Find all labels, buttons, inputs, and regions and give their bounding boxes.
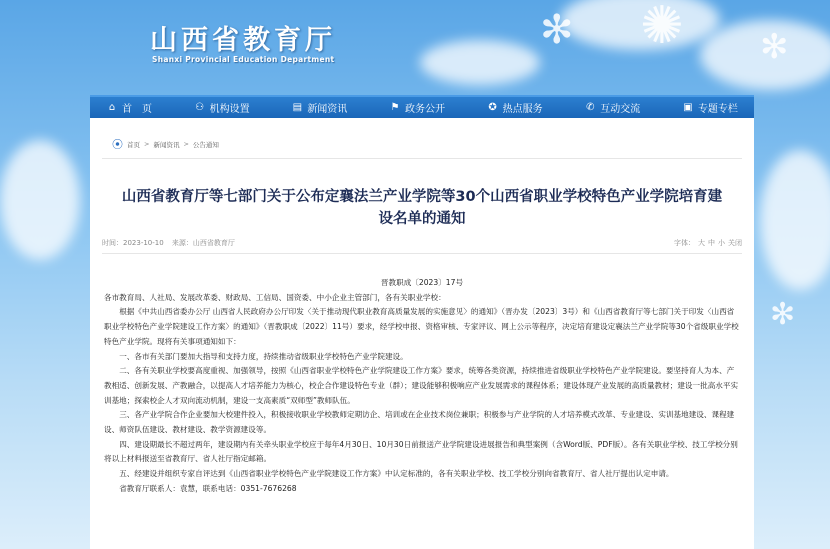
font-size-label: 字体：: [674, 239, 695, 247]
location-pin-icon: ⦿: [112, 138, 123, 151]
nav-item-0[interactable]: [106, 100, 152, 115]
home-icon: ⌂: [108, 102, 116, 113]
nav-item-label: 新闻资讯: [307, 104, 348, 115]
close-button[interactable]: 关闭: [728, 239, 742, 247]
nav-item-3[interactable]: [389, 100, 445, 115]
nav-item-label: 政务公开: [404, 104, 445, 115]
divider: [102, 253, 742, 254]
divider: [102, 158, 742, 159]
font-size-large-button[interactable]: 大: [698, 239, 705, 247]
article-meta: [102, 238, 742, 248]
chat-icon: ✆: [586, 102, 595, 113]
article-paragraph: 省教育厅联系人：袁慧，联系电话：0351-7676268: [119, 483, 297, 493]
article-paragraph: 四、建设期最长不超过两年，建设期内有关牵头职业学校应于每年4月30日、10月30日前报送产业学院建设进展报告和典型案例（含Word版、PDF版）。各有关职业学校、技工学校分别将以上材料报送至省教育厅、省人社厅指定邮箱。: [104, 439, 738, 464]
article-paragraph: 二、各有关职业学校要高度重视、加强领导，按照《山西省职业学校特色产业学院建设工作方案》要求，统筹各类资源，持续推进省级职业学校特色产业学院建设。要坚持育人为本、产教相适、创新发展、产教融合，以提高人才培养能力为核心，校企合作建设特色专业（群）；建设能够积极响应产业发展需求的课程体系；建设体现产业发展的高质量教材；建设一批高水平实训基地；探索校企人才双向流动机制，建设一支高素质“双师型”教师队伍。: [104, 366, 739, 405]
breadcrumb-separator: >: [183, 140, 189, 148]
nav-item-label: 首 页: [122, 104, 152, 115]
article-paragraph: 一、各市有关部门要加大指导和支持力度，持续推动省级职业学校特色产业学院建设。: [119, 351, 408, 361]
font-size-small-button[interactable]: 小: [718, 239, 725, 247]
cloud-decoration: [760, 150, 830, 290]
hotspot-icon: ✪: [488, 102, 497, 113]
nav-item-label: 热点服务: [502, 104, 543, 115]
breadcrumb-notices[interactable]: 公告通知: [192, 140, 219, 149]
nav-item-label: 互动交流: [600, 104, 641, 115]
nav-item-label: 专题专栏: [697, 104, 738, 115]
article-source: 来源：山西省教育厅: [171, 239, 235, 247]
nav-item-2[interactable]: [291, 100, 347, 115]
org-icon: ⚇: [195, 102, 205, 113]
dandelion-icon: ✺: [640, 0, 684, 56]
dandelion-icon: ✻: [760, 27, 789, 67]
breadcrumb-news[interactable]: 新闻资讯: [153, 140, 180, 149]
article-title-line: 山西省教育厅等七部门关于公布定襄法兰产业学院等30个山西省职业学校特色产业学院培育建: [121, 189, 723, 205]
nav-item-label: 机构设置: [209, 104, 250, 115]
flag-icon: ⚑: [390, 102, 400, 113]
article-paragraph: 三、各产业学院合作企业要加大校建件投入，积极接收职业学校教师定期访企、培训或在企业技术岗位兼职；积极参与产业学院的人才培养模式改革、专业建设、实训基地建设、课程建设、师资队伍建设、教材建设、教学资源建设等。: [104, 410, 735, 435]
header-banner: [0, 0, 830, 95]
dandelion-icon: ✻: [540, 7, 574, 53]
main-navigation: [90, 95, 754, 118]
article-title: [100, 186, 744, 230]
nav-item-1[interactable]: [194, 100, 250, 115]
nav-item-6[interactable]: [682, 100, 738, 115]
dandelion-icon: ✻: [770, 297, 796, 332]
breadcrumb: [112, 136, 219, 152]
nav-item-5[interactable]: [584, 100, 640, 115]
addressee: 各市教育局、人社局、发展改革委、财政局、工信局、国资委、中小企业主管部门，各有关职业学校：: [104, 292, 446, 302]
cloud-decoration: [0, 140, 80, 260]
article-paragraph: 五、经建设并组织专家自评达到《山西省职业学校特色产业学院建设工作方案》中认定标准的，各有关职业学校、技工学校分别向省教育厅、省人社厅提出认定申请。: [119, 469, 674, 479]
article-body: [104, 276, 740, 497]
font-size-medium-button[interactable]: 中: [708, 239, 715, 247]
article-title-line: 设名单的通知: [378, 211, 466, 227]
breadcrumb-separator: >: [144, 140, 150, 148]
article-paragraph: 根据《中共山西省委办公厅 山西省人民政府办公厅印发〈关于推动现代职业教育高质量发展的实施意见〉的通知》（晋办发〔2023〕3号）和《山西省教育厅等七部门关于印发〈山西省职业学校特色产业学院建设工作方案〉的通知》（晋教职成〔2022〕11号）要求，经学校申报、资格审核、专家评议、网上公示等程序，决定培育建设定襄法兰产业学院等30个省级职业学校特色产业学院。现将有关事项通知如下：: [104, 307, 739, 346]
document-number: 晋教职成〔2023〕17号: [380, 278, 464, 287]
breadcrumb-home[interactable]: 首页: [127, 140, 140, 149]
cloud-decoration: [420, 40, 540, 85]
site-logo-subtitle: Shanxi Provincial Education Department: [152, 55, 335, 64]
nav-item-4[interactable]: [487, 100, 543, 115]
article-panel: [90, 118, 754, 549]
topic-icon: ▣: [683, 102, 693, 113]
site-logo-title[interactable]: 山西省教育厅: [150, 25, 336, 56]
publish-time: 时间：2023-10-10: [102, 239, 164, 247]
news-icon: ▤: [292, 102, 303, 113]
